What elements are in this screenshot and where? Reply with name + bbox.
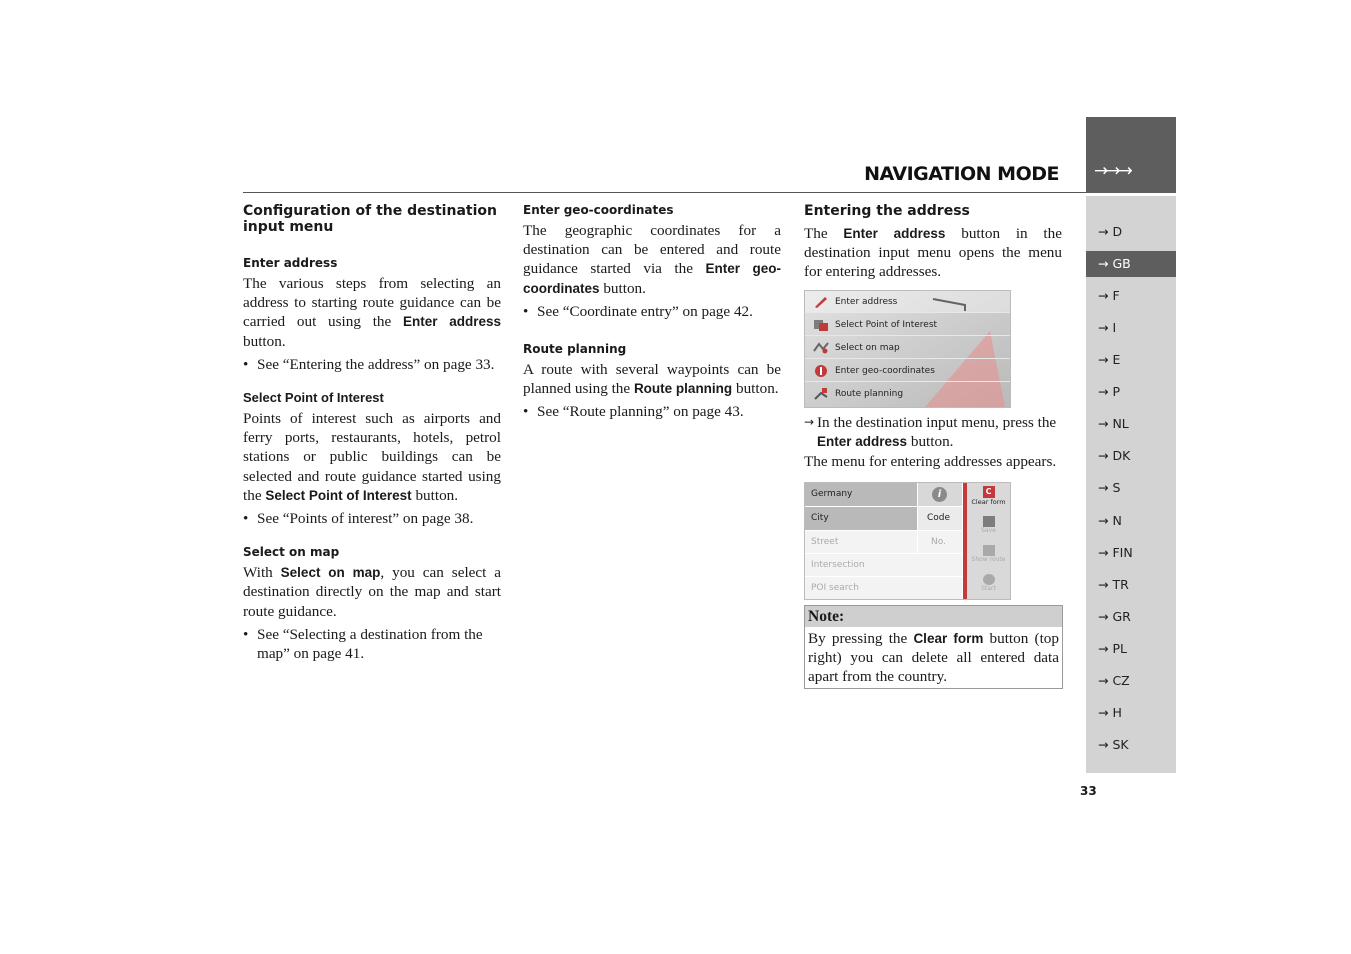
menu-item-route-planning[interactable] [805, 383, 1010, 405]
sidebar-language-tab[interactable]: → GB [1086, 251, 1176, 277]
page-title: NAVIGATION MODE [864, 163, 1059, 185]
result-text: The menu for entering addresses appears. [804, 453, 1057, 471]
subheading-enter-geo: Enter geo-coordinates [523, 203, 674, 217]
address-form-screenshot [804, 482, 1011, 600]
instruction-step: → In the destination input menu, press the Enter address button. The menu for entering addresses appears. [804, 413, 1064, 472]
button-ref: Enter address [817, 434, 908, 450]
subheading-select-poi: Select Point of Interest [243, 390, 384, 406]
paragraph: The Enter address button in the destination input menu opens the menu for entering addresses. [804, 225, 1062, 281]
start-icon [983, 574, 995, 585]
clear-form-button[interactable] [967, 483, 1010, 512]
sidebar-language-tab[interactable]: → H [1098, 704, 1122, 720]
sidebar-language-tab[interactable]: → I [1098, 320, 1117, 336]
button-ref: Enter address [403, 314, 501, 330]
code-field[interactable]: Code [918, 507, 962, 530]
save-icon [983, 516, 995, 527]
button-ref: Route planning [633, 381, 733, 397]
menu-item-select-poi[interactable] [805, 314, 1010, 336]
intersection-field[interactable]: Intersection [805, 554, 962, 576]
poi-icon [813, 318, 829, 332]
section-heading: Configuration of the destination input menu [243, 203, 497, 235]
note-title: Note: [805, 606, 1062, 627]
menu-item-label: Select Point of Interest [835, 320, 938, 330]
sidebar-language-tab[interactable]: → F [1098, 288, 1120, 304]
paragraph: With Select on map, you can select a destination directly on the map and start route guidance. [243, 564, 502, 620]
show-route-label: Show route [971, 556, 1006, 563]
sidebar-language-tab[interactable]: → E [1098, 352, 1121, 368]
column-2 [523, 200, 781, 422]
info-button[interactable] [918, 483, 962, 506]
menu-item-label: Enter address [835, 297, 898, 307]
menu-item-label: Route planning [835, 389, 904, 399]
info-icon: i [932, 487, 947, 502]
start-label: Start [981, 585, 996, 592]
button-ref: Enter address [843, 226, 946, 241]
paragraph: A route with several waypoints can be planned using the Route planning button. [523, 361, 781, 398]
save-label: Save [981, 527, 996, 534]
number-field[interactable]: No. [918, 531, 962, 553]
button-ref: Select on map [280, 565, 381, 581]
save-button[interactable] [967, 513, 1010, 541]
pen-icon [813, 295, 829, 309]
subheading-route-planning: Route planning [523, 342, 627, 357]
route-icon [813, 387, 829, 401]
button-ref: Select Point of Interest [265, 487, 412, 503]
sidebar-language-tab[interactable]: → N [1098, 512, 1122, 528]
bullet-item: • See “Entering the address” on page 33. [243, 355, 501, 374]
city-field[interactable]: City [805, 507, 917, 530]
menu-item-label: Enter geo-coordinates [835, 366, 935, 376]
bullet-item: • See “Coordinate entry” on page 42. [523, 302, 781, 321]
sidebar-language-tab[interactable]: → CZ [1098, 672, 1130, 688]
sidebar-language-tab[interactable]: → TR [1098, 576, 1129, 592]
subheading-enter-address: Enter address [243, 256, 338, 270]
destination-menu-screenshot [804, 290, 1011, 408]
menu-item-enter-address[interactable] [805, 291, 1010, 313]
menu-item-label: Select on map [835, 343, 900, 353]
menu-item-select-on-map[interactable] [805, 337, 1010, 359]
page-number: 33 [1080, 784, 1097, 798]
arrow-icon: → [804, 415, 815, 429]
column-3 [804, 200, 1062, 282]
sidebar-language-tab[interactable]: → D [1098, 224, 1123, 239]
sidebar-language-tab[interactable]: → DK [1098, 448, 1131, 464]
sidebar-language-tab[interactable]: → S [1098, 480, 1121, 496]
bullet-item: • See “Selecting a destination from the map” on page 41. [243, 625, 501, 663]
subheading-select-on-map: Select on map [243, 545, 340, 560]
arrows-icon: →→→ [1094, 161, 1131, 181]
sidebar-language-tab[interactable]: → FIN [1098, 544, 1133, 560]
sidebar-language-tab[interactable]: → P [1098, 384, 1120, 400]
bullet-item: • See “Points of interest” on page 38. [243, 509, 501, 528]
poi-search-field[interactable]: POI search [805, 577, 962, 599]
globe-icon [813, 364, 829, 378]
section-heading: Entering the address [804, 203, 970, 219]
clear-form-label: Clear form [971, 498, 1006, 506]
sidebar-language-tab[interactable]: → PL [1098, 640, 1127, 656]
clear-icon: C [983, 486, 995, 498]
country-field[interactable]: Germany [805, 483, 917, 506]
bullet-item: • See “Route planning” on page 43. [523, 402, 781, 421]
map-icon [813, 341, 829, 355]
show-route-button[interactable] [967, 542, 1010, 570]
note-box [804, 605, 1063, 689]
sidebar-language-tab[interactable]: → SK [1098, 736, 1129, 752]
sidebar-language-tab[interactable]: → NL [1098, 416, 1129, 432]
column-1 [243, 200, 501, 663]
header-rule [243, 192, 1086, 193]
note-text: By pressing the Clear form button (top right) you can delete all entered data apart from the country. [808, 630, 1059, 686]
paragraph: Points of interest such as airports and ferry ports, restaurants, hotels, petrol stations or public buildings can be selected and route guidance started using the Select Point of Interest button. [243, 410, 501, 504]
button-ref: Enter geo-coordinates [523, 261, 781, 296]
paragraph: The geographic coordinates for a destination can be entered and route guidance started via the Enter geo-coordinates button. [523, 222, 781, 297]
start-button[interactable] [967, 571, 1010, 599]
sidebar-language-tab[interactable]: → GR [1098, 608, 1131, 624]
street-field[interactable]: Street [805, 531, 917, 553]
sidebar-header-block [1086, 117, 1176, 193]
menu-item-enter-geo[interactable] [805, 360, 1010, 382]
paragraph: The various steps from selecting an address to starting route guidance can be carried out using the Enter address button. [243, 275, 501, 350]
show-route-icon [983, 545, 995, 556]
button-ref: Clear form [913, 631, 984, 646]
